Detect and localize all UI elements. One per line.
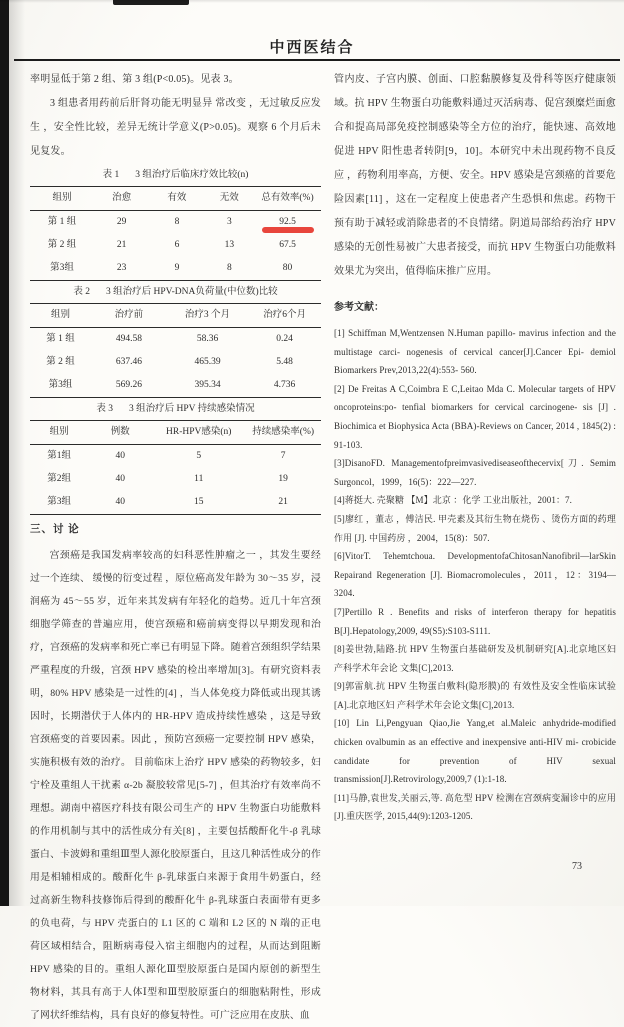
table-cell: 465.39 [194, 357, 221, 367]
table-row [30, 328, 321, 352]
table-cell: 8 [174, 217, 180, 227]
table-cell: 第 2 组 [46, 357, 75, 367]
table-cell: 0.24 [276, 334, 293, 344]
table-header-cell: HR-HPV感染(n) [166, 427, 232, 437]
table-3-caption [30, 398, 321, 420]
table-cell: 23 [116, 263, 127, 273]
table-1 [30, 186, 321, 281]
references-heading: 参考文献： [334, 302, 384, 313]
reference-item: [10] Lin Li,Pengyuan Qiao,Jie Yang,et al.Maleic anhydride-modified chicken ovalbumin as an effective and inexpensive anti-HIV mi- crobicide candidate for prevention of HIV sexual transmission[J].Retrovirology,2009,7 (1):1-18. [334, 718, 616, 785]
table-header-cell: 持续感染率(%) [252, 427, 315, 437]
reference-item: [5]廖红 ，董志 ，傅洁民. 甲壳素及其衍生物在烧伤 、烫伤方面的药理作用 [J]. 中国药房 ，2004，15(8)：507. [334, 513, 616, 543]
table-1-caption-text: 3 组治疗后临床疗效比较(n) [135, 170, 249, 180]
table-row [30, 257, 321, 281]
table-header-cell: 组别 [52, 193, 72, 203]
reference-item: [6]VitorT. Tehemtchoua. DevelopmentofaChitosanNanofibril—larSkin Repairand Regeneration [J]. Biomacromolecules，2011，12：3194—3204. [334, 551, 616, 599]
table-cell: 第3组 [47, 497, 71, 507]
discussion-paragraph: 宫颈癌是我国发病率较高的妇科恶性肿瘤之一 ，其发生要经过一个连续、 缓慢的衍变过程 ，原位癌高发年龄为 30～35 岁，浸润癌为 45～55 岁，近年来其发病有年轻化的趋势。近几十年宫颈细胞学筛查的普遍应用，使宫颈癌和癌前病变得以早期发现和治疗，宫颈癌的发病率和死亡率已有明显下降。随着宫颈组织学结果严重程度的升级，宫颈 HPV 感染的检出率增加[3]。有研究资料表明，80% HPV 感染是一过性的[4] ，当人体免疫力降低或出现其诱因时，长期潜伏于人体内的 HR-HPV 造成持续性感染 ，这是导致宫颈癌变的首要因素。因此 ，预防宫颈癌一定要控制 HPV 感染，实施积极有效的治疗。 目前临床上治疗 HPV 感染的药物较多，妇宁栓及重组人干扰素 α-2b 凝胶较常见[5-7] ，但其治疗有效率尚不理想。湖南中禧医疗科技有限公司生产的 HPV 生物蛋白功能敷料的作用机制与其中的活性成分有关[8] ，主要包括酸酐化牛-β 乳球蛋白、卡波姆和重组Ⅲ型人源化胶原蛋白，且这几种活性成分的作用是相辅相成的。酸酐化牛 β-乳球蛋白来源于食用牛奶蛋白，经过高新生物科技修饰后得到的酸酐化牛 β-乳球蛋白表面带有更多的负电荷，与 HPV 壳蛋白的 L1 区的 C 端和 L2 区的 N 端的正电荷区域相结合，阻断病毒侵入宿主细胞内的过程，从而达到阻断 HPV 感染的目的。重组人源化Ⅲ型胶原蛋白是国内原创的新型生物材料，其具有高于人体Ⅰ型和Ⅲ型胶原蛋白的细胞粘附性，形成了网状纤维结构，具有良好的修复特性。可广泛应用在皮肤、血 [30, 550, 321, 1021]
paragraph: 3 组患者用药前后肝肾功能无明显异 常改变 ，无过敏反应发生 ，安全性比较，差异无统计学意义(P>0.05)。观察 6 个月后未见复发。 [30, 98, 321, 157]
table-cell: 第3组 [50, 263, 74, 273]
table-cell: 15 [194, 497, 204, 507]
red-highlight-mark [262, 227, 314, 233]
table-2 [30, 303, 321, 398]
reference-item: [2] De Freitas A C,Coimbra E C,Leitao Mda C. Molecular targets of HPV oncoproteins:po- tenfial biomarkers for cervical carcinogene- sis [J] . Biochimica et Biophysica Acta (BBA)-Reviews on Cancer, 2014 , 1845(2) : 91-103. [334, 383, 616, 450]
reference-item: [9]郭雷航.抗 HPV 生物蛋白敷料(隐形膜)的 有效性及安全性临床试验[A].北京地区妇 产科学术年会论文集[C],2013. [334, 681, 616, 710]
page-number: 73 [572, 861, 582, 872]
table-cell: 13 [224, 240, 235, 250]
table-3-caption-label: 表 3 [96, 404, 113, 414]
scan-edge-shadow [9, 0, 25, 906]
table-cell: 637.46 [115, 357, 142, 367]
table-cell: 第2组 [47, 474, 71, 484]
table-cell-value: 92.5 [279, 217, 296, 227]
reference-item: [11]马静,袁世发,关丽云,等. 高危型 HPV 检测在宫颈病变漏诊中的应用[J].重庆医学, 2015,44(9):1203-1205. [334, 792, 616, 822]
table-cell: 395.34 [194, 380, 221, 390]
paragraph: 率明显低于第 2 组、第 3 组(P<0.05)。见表 3。 [30, 74, 239, 85]
journal-header-title: 中西医结合 [269, 40, 355, 56]
table-header-cell: 组别 [51, 310, 71, 320]
table-1-caption [30, 164, 321, 186]
table-header-cell: 治疗前 [114, 310, 144, 320]
table-cell: 4.736 [273, 380, 296, 390]
table-cell: 21 [278, 497, 288, 507]
table-cell: 6 [174, 240, 180, 250]
table-2-caption [30, 281, 321, 303]
table-1-header-row [30, 187, 321, 211]
table-2-caption-label: 表 2 [73, 287, 90, 297]
table-3-header-row [30, 421, 321, 445]
table-row [30, 468, 321, 491]
table-cell: 494.58 [115, 334, 142, 344]
right-column [334, 68, 616, 826]
table-cell: 67.5 [279, 240, 296, 250]
table-cell: 569.26 [115, 380, 142, 390]
table-cell: 第 2 组 [47, 240, 77, 250]
table-cell: 19 [278, 474, 288, 484]
table-cell: 7 [280, 451, 286, 461]
table-header-cell: 无效 [219, 193, 239, 203]
table-2-caption-text: 3 组治疗后 HPV-DNA负荷量(中位数)比较 [105, 287, 278, 297]
table-2-header-row [30, 304, 321, 328]
table-cell: 第3组 [48, 380, 73, 390]
table-cell: 3 [226, 217, 232, 227]
table-3-caption-text: 3 组治疗后 HPV 持续感染情况 [128, 404, 255, 414]
reference-item: [1] Schiffman M,Wentzensen N.Human papillo- mavirus infection and the multistage carci- nogenesis of cervical cancer[J].Cancer Epi- demiol Biomarkers Prev,2013,22(4):553- 560. [334, 328, 616, 376]
header-divider-line [14, 59, 620, 61]
table-cell: 58.36 [196, 334, 219, 344]
table-cell-highlighted [254, 211, 321, 235]
reference-item: [7]Pertillo R . Benefits and risks of interferon therapy for hepatitis B[J].Hepatology,2009, 49(S5):S103-S111. [334, 606, 616, 636]
table-cell: 第1组 [47, 451, 71, 461]
table-header-cell: 总有效率(%) [261, 193, 314, 203]
table-cell: 5 [196, 451, 202, 461]
paragraph: 管内皮、子宫内膜、创面、口腔黏膜修复及骨科等医疗健康领域。抗 HPV 生物蛋白功能敷料通过灭活病毒、促宫颈糜烂面愈合和提高局部免疫控制感染等全方位的治疗，能快速、高效地促进 HPV 阳性患者转阴[9，10]。本研究中未出现药物不良反应 ，药物利用率高，方便、安全。HPV 感染是宫颈癌的首要危险因素[11] ，这在一定程度上使患者产生恐惧和焦虑。药物干预有助于减轻或消除患者的不良情绪。阴道局部给药治疗 HPV 感染的无创性易被广大患者接受，而抗 HPV 生物蛋白功能敷料效果尤为突出，值得临床推广应用。 [334, 74, 616, 277]
table-row [30, 374, 321, 398]
table-row [30, 234, 321, 257]
table-cell: 80 [282, 263, 293, 273]
scan-top-shadow [0, 0, 624, 3]
table-1-caption-label: 表 1 [102, 170, 120, 180]
table-cell: 第 1 组 [46, 334, 75, 344]
table-cell: 8 [226, 263, 232, 273]
table-cell: 40 [115, 451, 125, 461]
table-cell: 11 [194, 474, 204, 484]
reference-item: [3]DisanoFD. Managementofpreimvasivediseaseofthecervix[刀. Semim Surgoncol，1999，16(5)：222—227. [334, 458, 616, 487]
table-header-cell: 治疗6个月 [263, 310, 306, 320]
left-column [30, 68, 321, 1027]
table-header-cell: 治愈 [112, 193, 132, 203]
discussion-section-heading: 三、讨 论 [30, 524, 80, 535]
table-row [30, 445, 321, 469]
table-cell: 21 [116, 240, 127, 250]
table-cell: 40 [115, 497, 125, 507]
table-cell: 9 [174, 263, 180, 273]
table-row [30, 211, 321, 235]
scan-edge-strip [0, 0, 9, 906]
table-cell: 29 [116, 217, 127, 227]
table-row [30, 491, 321, 515]
table-cell: 第 1 组 [47, 217, 77, 227]
table-header-cell: 治疗3 个月 [184, 310, 231, 320]
table-header-cell: 例数 [110, 427, 130, 437]
table-cell: 5.48 [276, 357, 293, 367]
table-row [30, 351, 321, 374]
table-header-cell: 组别 [49, 427, 69, 437]
reference-item: [4]蒋挺大. 壳聚糖 【M】北京 ：化学 工业出版社，2001：7. [334, 495, 572, 506]
table-3 [30, 420, 321, 515]
table-cell: 40 [115, 474, 125, 484]
table-header-cell: 有效 [167, 193, 187, 203]
reference-item: [8]姜世勃,陆路.抗 HPV 生物蛋白基础研发及机制研究[A].北京地区妇 产科学术年会论 文集[C],2013. [334, 644, 616, 673]
